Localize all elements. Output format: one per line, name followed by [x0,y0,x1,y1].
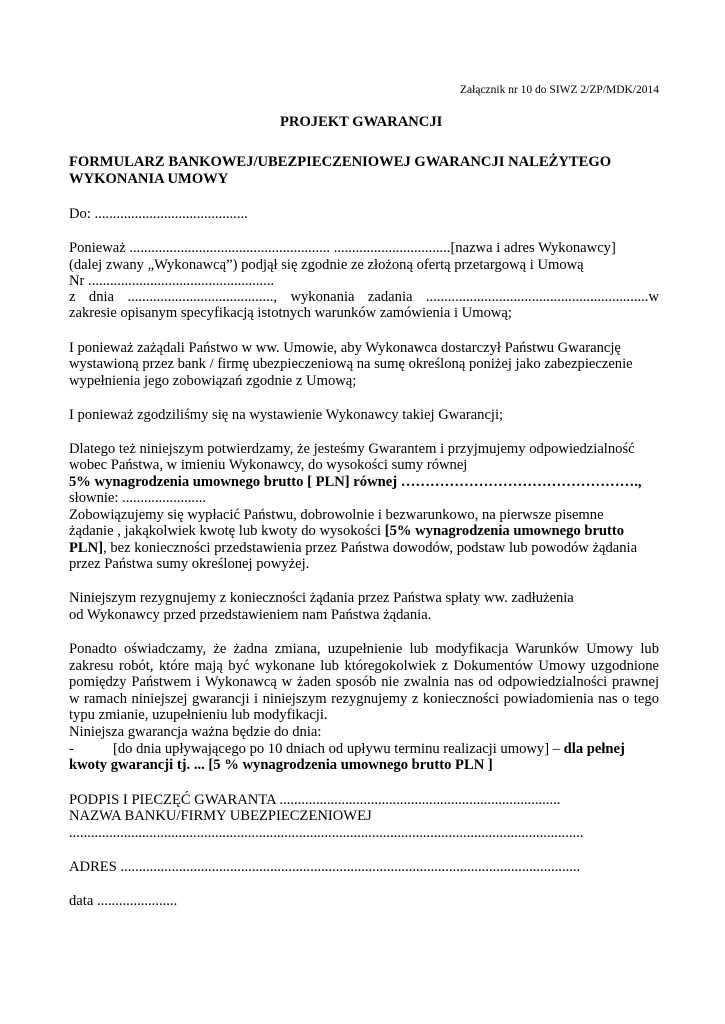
demand-paragraph-line-1: I ponieważ zażądali Państwo w ww. Umowie, aby Wykonawca dostarczył Państwu Gwarancję [69,340,621,356]
contract-date-task-line: z dnia ........................................, wykonania zadania .............................................................w [69,289,659,305]
recipient-line: Do: .......................................... [69,206,248,222]
form-heading-line-1: FORMULARZ BANKOWEJ/UBEZPIECZENIOWEJ GWARANCJI NALEŻYTEGO [69,154,612,170]
scope-line: zakresie opisanym specyfikacją istotnych warunków zamówienia i Umową; [69,305,512,321]
validity-term-line-1: [do dnia upływającego po 10 dniach od upływu terminu realizacji umowy] – dla pełnej [113,741,625,757]
address-line: ADRES .............................................................................................................................. [69,859,581,875]
declaration-line-5: typu zmianie, uzupełnieniu lub modyfikacji. [69,707,328,723]
payment-obligation-line-3: PLN], bez konieczności przedstawienia przez Państwa dowodów, podstaw lub powodów żądania [69,540,638,556]
validity-intro: Niniejsza gwarancja ważna będzie do dnia: [69,724,322,740]
form-heading-line-2: WYKONANIA UMOWY [69,171,229,187]
guarantee-amount-line: 5% wynagrodzenia umownego brutto [ PLN] równej …………………………………………., [69,474,642,490]
whereas-offer-line: (dalej zwany „Wykonawcą”) podjął się zgodnie ze złożoną ofertą przetargową i Umową [69,257,584,273]
demand-paragraph-line-3: wypełnienia jego zobowiązań zgodnie z Umową; [69,373,357,389]
validity-dash: - [69,741,74,757]
amount-in-words-line: słownie: ....................... [69,490,207,506]
contract-number-line: Nr ................................................... [69,273,275,289]
confirmation-line-1: Dlatego też niniejszym potwierdzamy, że jesteśmy Gwarantem i przyjmujemy odpowiedzialność [69,441,635,457]
declaration-line-3: pomiędzy Państwem i Wykonawcą w żaden sposób nie zwalnia nas od odpowiedzialności prawnej [69,674,659,690]
validity-term-line-2: kwoty gwarancji tj. ... [5 % wynagrodzenia umownego brutto PLN ] [69,757,493,773]
bank-name-dotted-line: ............................................................................................................................................. [69,825,584,841]
confirmation-line-2: wobec Państwa, w imieniu Wykonawcy, do wysokości sumy równej [69,457,468,473]
payment-obligation-line-4: przez Państwa sumy określonej powyżej. [69,556,310,572]
date-line: data ...................... [69,893,178,909]
bank-name-label: NAZWA BANKU/FIRMY UBEZPIECZENIOWEJ [69,808,372,824]
declaration-line-4: w ramach niniejszej gwarancji i niniejszym rezygnujemy z konieczności powiadomienia nas o tego [69,691,659,707]
guarantor-signature-line: PODPIS I PIECZĘĆ GWARANTA ............................................................................. [69,792,561,808]
waiver-line-2: od Wykonawcy przed przedstawieniem nam Państwa żądania. [69,607,432,623]
payment-obligation-line-1: Zobowiązujemy się wypłacić Państwu, dobrowolnie i bezwarunkowo, na pierwsze pisemne [69,507,604,523]
demand-paragraph-line-2: wystawioną przez bank / firmę ubezpieczeniową na sumę określoną poniżej jako zabezpieczenie [69,356,633,372]
declaration-line-1: Ponadto oświadczamy, że żadna zmiana, uzupełnienie lub modyfikacja Warunków Umowy lub [69,641,659,657]
declaration-line-2: zakresu robót, które mają być wykonane lub któregokolwiek z Dokumentów Umowy uzgodnione [69,658,659,674]
annex-reference: Załącznik nr 10 do SIWZ 2/ZP/MDK/2014 [460,84,659,96]
payment-obligation-line-2: żądanie , jakąkolwiek kwotę lub kwoty do wysokości [5% wynagrodzenia umownego brutto [69,523,625,539]
whereas-contractor-line: Ponieważ ....................................................... ................................[nazwa i adres Wykonawcy] [69,240,616,256]
document-title: PROJEKT GWARANCJI [280,114,443,130]
waiver-line-1: Niniejszym rezygnujemy z konieczności żądania przez Państwa spłaty ww. zadłużenia [69,590,574,606]
agreement-paragraph: I ponieważ zgodziliśmy się na wystawienie Wykonawcy takiej Gwarancji; [69,407,504,423]
